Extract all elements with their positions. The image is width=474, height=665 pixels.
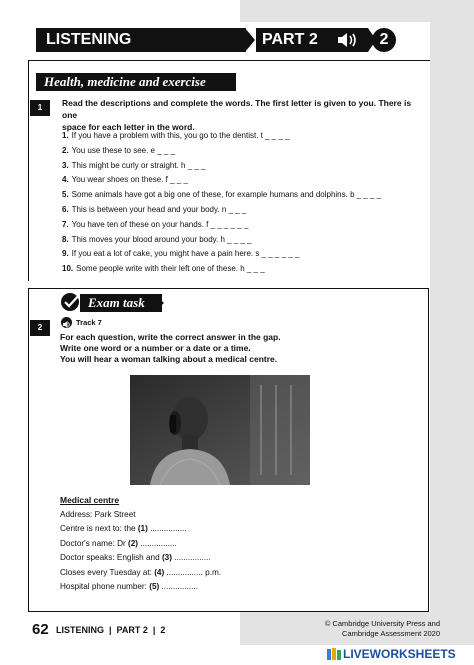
medical-centre-form [60, 509, 360, 595]
instruction-line: space for each letter in the word. [62, 122, 195, 132]
form-line-gap-3[interactable]: Doctor speaks: English and (3) ................ [60, 553, 211, 563]
track-speaker-icon [61, 319, 72, 330]
instruction-line: Write one word or a number or a date or a time. [60, 343, 251, 353]
form-line-gap-2[interactable]: Doctor's name: Dr (2) ................ [60, 538, 177, 548]
list-item[interactable]: 9. If you eat a lot of cake, you might have a pain here. s _ _ _ _ _ _ [62, 249, 300, 259]
liveworksheets-brand[interactable]: LIVEWORKSHEETS [343, 647, 456, 661]
section1-instructions [62, 97, 417, 133]
list-item[interactable]: 5. Some animals have got a big one of these, for example humans and dolphins. b _ _ _ _ [62, 190, 382, 200]
speaker-icon[interactable] [336, 31, 358, 49]
exam-checkmark-icon [60, 292, 82, 312]
section1-banner-tip [226, 73, 236, 91]
list-item[interactable]: 1. If you have a problem with this, you go to the dentist. t _ _ _ _ [62, 131, 290, 140]
instruction-line: You will hear a woman talking about a medical centre. [60, 354, 278, 364]
list-item[interactable]: 4. You wear shoes on these. f _ _ _ [62, 175, 188, 185]
instruction-line: Read the descriptions and complete the words. The first letter is given to you. There is one [62, 98, 412, 120]
section2-instructions [60, 332, 420, 365]
track-audio-button[interactable] [61, 317, 72, 328]
form-line-address: Address: Park Street [60, 510, 136, 519]
form-title: Medical centre [60, 495, 120, 505]
section2-banner-tip [154, 294, 164, 312]
form-line-gap-5[interactable]: Hospital phone number: (5) ................ [60, 581, 198, 591]
exercise-1-number: 1 [30, 100, 50, 116]
list-item[interactable]: 10. Some people write with their left one of these. h _ _ _ [62, 264, 265, 274]
list-item[interactable]: 8. This moves your blood around your body. h _ _ _ _ [62, 234, 252, 244]
section2-banner: Exam task [80, 294, 162, 312]
track-label: Track 7 [76, 318, 102, 327]
woman-on-phone-photo [130, 375, 310, 485]
list-item[interactable]: 3. This might be curly or straight. h _ _ _ [62, 160, 206, 170]
grey-band-top [240, 0, 474, 22]
form-line-gap-4[interactable]: Closes every Tuesday at: (4) ................ p.m. [60, 567, 222, 577]
instruction-line: For each question, write the correct answer in the gap. [60, 332, 281, 342]
header-section-title: LISTENING [46, 31, 132, 48]
page-number: 62 [32, 621, 49, 638]
grey-band-right [430, 22, 474, 612]
copyright-line: © Cambridge University Press and [324, 619, 440, 628]
header-chevron [245, 28, 255, 52]
form-line-gap-1[interactable]: Centre is next to: the (1) ................ [60, 524, 187, 534]
header-part-number-badge: 2 [372, 28, 396, 52]
exercise-2-number: 2 [30, 320, 50, 336]
list-item[interactable]: 7. You have ten of these on your hands. f _ _ _ _ _ _ [62, 219, 249, 229]
liveworksheets-logo-icon [326, 647, 342, 661]
header-part-title: PART 2 [262, 31, 318, 48]
section1-banner: Health, medicine and exercise [36, 73, 236, 91]
section1-item-list [62, 131, 422, 279]
footer-section-label: LISTENING | PART 2 | 2 [56, 625, 166, 635]
list-item[interactable]: 2. You use these to see. e _ _ _ [62, 145, 176, 155]
list-item[interactable]: 6. This is between your head and your body. n _ _ _ [62, 204, 247, 214]
copyright-line: Cambridge Assessment 2020 [342, 629, 440, 638]
copyright-notice [300, 619, 440, 639]
